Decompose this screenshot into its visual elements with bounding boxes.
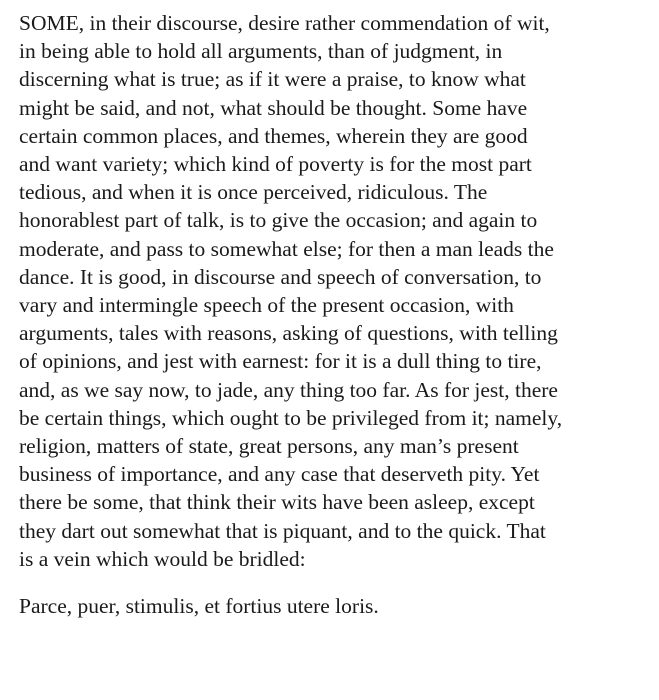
paragraph-line: of opinions, and jest with earnest: for it is a dull thing to tire, [19,349,542,374]
paragraph-line: business of importance, and any case that deserveth pity. Yet [19,462,540,487]
paragraph-line: they dart out somewhat that is piquant, and to the quick. That [19,518,546,543]
paragraph-line: discerning what is true; as if it were a praise, to know what [19,67,526,92]
paragraph-line: arguments, tales with reasons, asking of questions, with telling [19,321,558,346]
paragraph-line: religion, matters of state, great persons, any man’s present [19,434,519,459]
paragraph-line: and, as we say now, to jade, any thing too far. As for jest, there [19,377,558,402]
paragraph-line: honorablest part of talk, is to give the occasion; and again to [19,208,538,233]
paragraph-line: in being able to hold all arguments, than of judgment, in [19,39,503,64]
essay-paragraph [19,9,647,573]
paragraph-line: SOME, in their discourse, desire rather commendation of wit, [19,11,550,35]
paragraph-line: tedious, and when it is once perceived, ridiculous. The [19,180,488,205]
paragraph-line: moderate, and pass to somewhat else; for then a man leads the [19,236,554,261]
paragraph-line: and want variety; which kind of poverty is for the most part [19,152,532,177]
paragraph-line: is a vein which would be bridled: [19,546,306,571]
paragraph-line: be certain things, which ought to be privileged from it; namely, [19,405,563,430]
latin-verse-quote: Parce, puer, stimulis, et fortius utere loris. [19,594,379,619]
paragraph-line: certain common places, and themes, wherein they are good [19,123,528,148]
paragraph-line: there be some, that think their wits have been asleep, except [19,490,535,515]
paragraph-line: vary and intermingle speech of the present occasion, with [19,293,514,318]
paragraph-line: might be said, and not, what should be thought. Some have [19,95,528,120]
paragraph-line: dance. It is good, in discourse and speech of conversation, to [19,264,542,289]
